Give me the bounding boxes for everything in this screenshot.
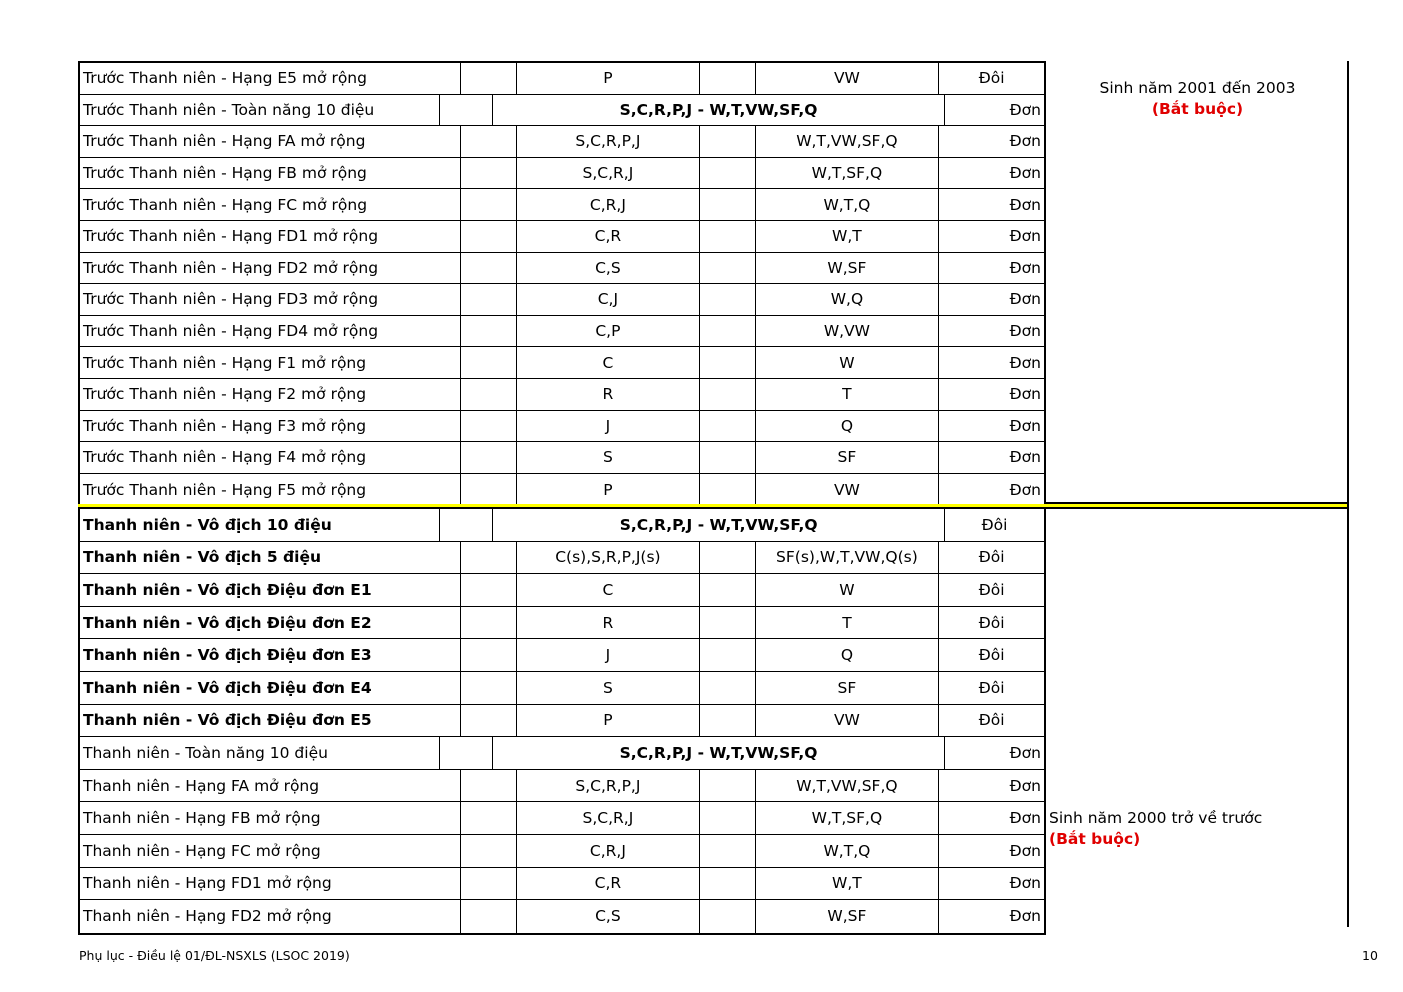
entry-type-cell: Đôi <box>978 548 1005 567</box>
standard-dances-cell: W,T,Q <box>756 189 940 220</box>
latin-dances-cell: R <box>517 379 700 410</box>
empty-cell <box>700 189 756 220</box>
empty-cell <box>700 221 756 252</box>
entry-type-cell: Đôi <box>978 711 1005 730</box>
empty-cell <box>461 802 517 834</box>
empty-cell <box>700 835 756 867</box>
standard-dances-cell: T <box>756 607 940 639</box>
empty-cell <box>461 126 517 157</box>
event-name-cell: Trước Thanh niên - Hạng F4 mở rộng <box>80 442 461 473</box>
table-row <box>80 379 1044 411</box>
empty-cell <box>461 411 517 442</box>
latin-dances-cell: C,P <box>517 316 700 347</box>
latin-dances-cell: C <box>517 347 700 378</box>
table-row <box>80 607 1044 640</box>
empty-cell <box>700 607 756 639</box>
latin-dances-cell: S <box>517 442 700 473</box>
latin-dances-cell: C <box>517 574 700 606</box>
empty-cell <box>700 542 756 574</box>
event-name-cell: Trước Thanh niên - Hạng F3 mở rộng <box>80 411 461 442</box>
event-name-cell: Trước Thanh niên - Hạng FA mở rộng <box>80 126 461 157</box>
latin-dances-cell: C(s),S,R,P,J(s) <box>517 542 700 574</box>
empty-cell <box>461 542 517 574</box>
event-name-cell: Thanh niên - Vô địch Điệu đơn E3 <box>80 639 461 671</box>
latin-dances-cell: P <box>517 63 700 94</box>
table-row <box>80 574 1044 607</box>
empty-cell <box>461 672 517 704</box>
latin-dances-cell: J <box>517 639 700 671</box>
event-name-cell: Trước Thanh niên - Hạng FB mở rộng <box>80 158 461 189</box>
standard-dances-cell: W <box>756 574 940 606</box>
footer-document-title: Phụ lục - Điều lệ 01/ĐL-NSXLS (LSOC 2019) <box>79 948 350 963</box>
empty-cell <box>700 158 756 189</box>
empty-cell <box>461 221 517 252</box>
event-name-cell: Trước Thanh niên - Hạng F2 mở rộng <box>80 379 461 410</box>
empty-cell <box>461 379 517 410</box>
event-name-cell: Trước Thanh niên - Hạng F5 mở rộng <box>80 474 461 506</box>
footer-page-number: 10 <box>1362 948 1378 963</box>
empty-cell <box>700 316 756 347</box>
table-row <box>80 411 1044 443</box>
entry-type-cell: Đôi <box>978 678 1005 697</box>
event-name-cell: Thanh niên - Hạng FD1 mở rộng <box>80 868 461 900</box>
empty-cell <box>461 253 517 284</box>
empty-cell <box>461 705 517 737</box>
standard-dances-cell: W,VW <box>756 316 940 347</box>
dances-merged-cell: S,C,R,P,J - W,T,VW,SF,Q <box>493 737 945 769</box>
entry-type-cell: Đơn <box>1009 416 1041 435</box>
entry-type-cell: Đơn <box>1009 743 1041 762</box>
empty-cell <box>461 63 517 94</box>
table-row <box>80 316 1044 348</box>
standard-dances-cell: VW <box>756 474 940 506</box>
table-row <box>80 900 1044 933</box>
empty-cell <box>461 284 517 315</box>
event-name-cell: Trước Thanh niên - Hạng FD3 mở rộng <box>80 284 461 315</box>
latin-dances-cell: S,C,R,J <box>517 158 700 189</box>
empty-cell <box>700 770 756 802</box>
table-row <box>80 253 1044 285</box>
standard-dances-cell: SF <box>756 442 940 473</box>
empty-cell <box>440 509 493 541</box>
latin-dances-cell: S,C,R,J <box>517 802 700 834</box>
standard-dances-cell: W,T,Q <box>756 835 940 867</box>
table-row <box>80 189 1044 221</box>
entry-type-cell: Đôi <box>978 69 1005 88</box>
event-name-cell: Trước Thanh niên - Hạng F1 mở rộng <box>80 347 461 378</box>
standard-dances-cell: W,T <box>756 221 940 252</box>
empty-cell <box>461 158 517 189</box>
empty-cell <box>461 474 517 506</box>
latin-dances-cell: R <box>517 607 700 639</box>
entry-type-cell: Đơn <box>1009 100 1041 119</box>
age-note-top <box>1060 78 1335 120</box>
event-name-cell: Thanh niên - Hạng FB mở rộng <box>80 802 461 834</box>
entry-type-cell: Đôi <box>978 580 1005 599</box>
empty-cell <box>700 802 756 834</box>
table-row <box>80 802 1044 835</box>
entry-type-cell: Đơn <box>1009 290 1041 309</box>
empty-cell <box>461 574 517 606</box>
entry-type-cell: Đơn <box>1009 841 1041 860</box>
empty-cell <box>461 442 517 473</box>
standard-dances-cell: W,T,VW,SF,Q <box>756 770 940 802</box>
empty-cell <box>461 835 517 867</box>
table-row <box>80 509 1044 542</box>
latin-dances-cell: S,C,R,P,J <box>517 770 700 802</box>
standard-dances-cell: Q <box>756 411 940 442</box>
event-name-cell: Thanh niên - Vô địch 10 điệu <box>80 509 440 541</box>
entry-type-cell: Đơn <box>1009 809 1041 828</box>
latin-dances-cell: C,R,J <box>517 189 700 220</box>
entry-type-cell: Đơn <box>1009 132 1041 151</box>
dances-merged-cell: S,C,R,P,J - W,T,VW,SF,Q <box>493 95 945 126</box>
age-note-bottom <box>1049 808 1262 850</box>
table-row <box>80 835 1044 868</box>
empty-cell <box>700 672 756 704</box>
table-row <box>80 672 1044 705</box>
table-row <box>80 737 1044 770</box>
standard-dances-cell: VW <box>756 63 940 94</box>
entry-type-cell: Đôi <box>978 646 1005 665</box>
empty-cell <box>700 442 756 473</box>
table-row <box>80 474 1044 506</box>
right-border-line <box>1347 61 1349 927</box>
empty-cell <box>700 574 756 606</box>
standard-dances-cell: T <box>756 379 940 410</box>
entry-type-cell: Đơn <box>1009 480 1041 499</box>
age-note-top-text: Sinh năm 2001 đến 2003 <box>1099 79 1296 97</box>
latin-dances-cell: C,R <box>517 221 700 252</box>
event-name-cell: Trước Thanh niên - Hạng FC mở rộng <box>80 189 461 220</box>
entry-type-cell: Đơn <box>1009 874 1041 893</box>
events-table-top <box>78 61 1046 507</box>
empty-cell <box>700 900 756 933</box>
standard-dances-cell: W,SF <box>756 253 940 284</box>
entry-type-cell: Đơn <box>1009 448 1041 467</box>
empty-cell <box>461 900 517 933</box>
empty-cell <box>700 411 756 442</box>
standard-dances-cell: VW <box>756 705 940 737</box>
event-name-cell: Thanh niên - Vô địch Điệu đơn E5 <box>80 705 461 737</box>
empty-cell <box>461 189 517 220</box>
event-name-cell: Trước Thanh niên - Hạng FD2 mở rộng <box>80 253 461 284</box>
table-row <box>80 221 1044 253</box>
age-note-bottom-required: (Bắt buộc) <box>1049 830 1141 848</box>
entry-type-cell: Đơn <box>1009 385 1041 404</box>
standard-dances-cell: W,Q <box>756 284 940 315</box>
latin-dances-cell: C,S <box>517 900 700 933</box>
standard-dances-cell: W,T <box>756 868 940 900</box>
empty-cell <box>461 347 517 378</box>
empty-cell <box>461 316 517 347</box>
empty-cell <box>461 607 517 639</box>
empty-cell <box>700 474 756 506</box>
standard-dances-cell: W,T,SF,Q <box>756 158 940 189</box>
age-note-top-required: (Bắt buộc) <box>1151 100 1244 118</box>
entry-type-cell: Đơn <box>1009 776 1041 795</box>
event-name-cell: Thanh niên - Toàn năng 10 điệu <box>80 737 440 769</box>
standard-dances-cell: SF(s),W,T,VW,Q(s) <box>756 542 940 574</box>
entry-type-cell: Đơn <box>1009 322 1041 341</box>
empty-cell <box>700 284 756 315</box>
table-row <box>80 542 1044 575</box>
table-row <box>80 95 1044 127</box>
table-row <box>80 770 1044 803</box>
empty-cell <box>440 95 493 126</box>
empty-cell <box>700 63 756 94</box>
latin-dances-cell: C,R <box>517 868 700 900</box>
event-name-cell: Thanh niên - Hạng FC mở rộng <box>80 835 461 867</box>
empty-cell <box>700 253 756 284</box>
event-name-cell: Trước Thanh niên - Hạng E5 mở rộng <box>80 63 461 94</box>
empty-cell <box>700 347 756 378</box>
table-row <box>80 639 1044 672</box>
standard-dances-cell: W,T,VW,SF,Q <box>756 126 940 157</box>
latin-dances-cell: S,C,R,P,J <box>517 126 700 157</box>
standard-dances-cell: SF <box>756 672 940 704</box>
latin-dances-cell: C,S <box>517 253 700 284</box>
table-row <box>80 705 1044 738</box>
table-row <box>80 868 1044 901</box>
empty-cell <box>700 379 756 410</box>
entry-type-cell: Đơn <box>1009 907 1041 926</box>
table-row <box>80 442 1044 474</box>
empty-cell <box>700 868 756 900</box>
table-row <box>80 347 1044 379</box>
empty-cell <box>700 639 756 671</box>
dances-merged-cell: S,C,R,P,J - W,T,VW,SF,Q <box>493 509 945 541</box>
age-note-bottom-text: Sinh năm 2000 trở về trước <box>1049 809 1263 827</box>
event-name-cell: Trước Thanh niên - Hạng FD1 mở rộng <box>80 221 461 252</box>
standard-dances-cell: W <box>756 347 940 378</box>
table-row <box>80 284 1044 316</box>
latin-dances-cell: C,J <box>517 284 700 315</box>
entry-type-cell: Đơn <box>1009 353 1041 372</box>
standard-dances-cell: W,T,SF,Q <box>756 802 940 834</box>
table-row <box>80 158 1044 190</box>
entry-type-cell: Đôi <box>981 515 1008 534</box>
latin-dances-cell: P <box>517 705 700 737</box>
event-name-cell: Thanh niên - Hạng FA mở rộng <box>80 770 461 802</box>
empty-cell <box>461 770 517 802</box>
event-name-cell: Thanh niên - Vô địch 5 điệu <box>80 542 461 574</box>
event-name-cell: Trước Thanh niên - Toàn năng 10 điệu <box>80 95 440 126</box>
latin-dances-cell: P <box>517 474 700 506</box>
empty-cell <box>461 639 517 671</box>
standard-dances-cell: Q <box>756 639 940 671</box>
entry-type-cell: Đơn <box>1009 195 1041 214</box>
empty-cell <box>440 737 493 769</box>
section-divider-bottom <box>1046 507 1348 509</box>
standard-dances-cell: W,SF <box>756 900 940 933</box>
event-name-cell: Thanh niên - Hạng FD2 mở rộng <box>80 900 461 933</box>
event-name-cell: Thanh niên - Vô địch Điệu đơn E2 <box>80 607 461 639</box>
empty-cell <box>461 868 517 900</box>
table-row <box>80 126 1044 158</box>
entry-type-cell: Đơn <box>1009 258 1041 277</box>
entry-type-cell: Đôi <box>978 613 1005 632</box>
latin-dances-cell: S <box>517 672 700 704</box>
entry-type-cell: Đơn <box>1009 164 1041 183</box>
events-table-bottom <box>78 507 1046 935</box>
empty-cell <box>700 126 756 157</box>
event-name-cell: Thanh niên - Vô địch Điệu đơn E4 <box>80 672 461 704</box>
latin-dances-cell: C,R,J <box>517 835 700 867</box>
table-row <box>80 63 1044 95</box>
event-name-cell: Trước Thanh niên - Hạng FD4 mở rộng <box>80 316 461 347</box>
latin-dances-cell: J <box>517 411 700 442</box>
event-name-cell: Thanh niên - Vô địch Điệu đơn E1 <box>80 574 461 606</box>
entry-type-cell: Đơn <box>1009 227 1041 246</box>
empty-cell <box>700 705 756 737</box>
